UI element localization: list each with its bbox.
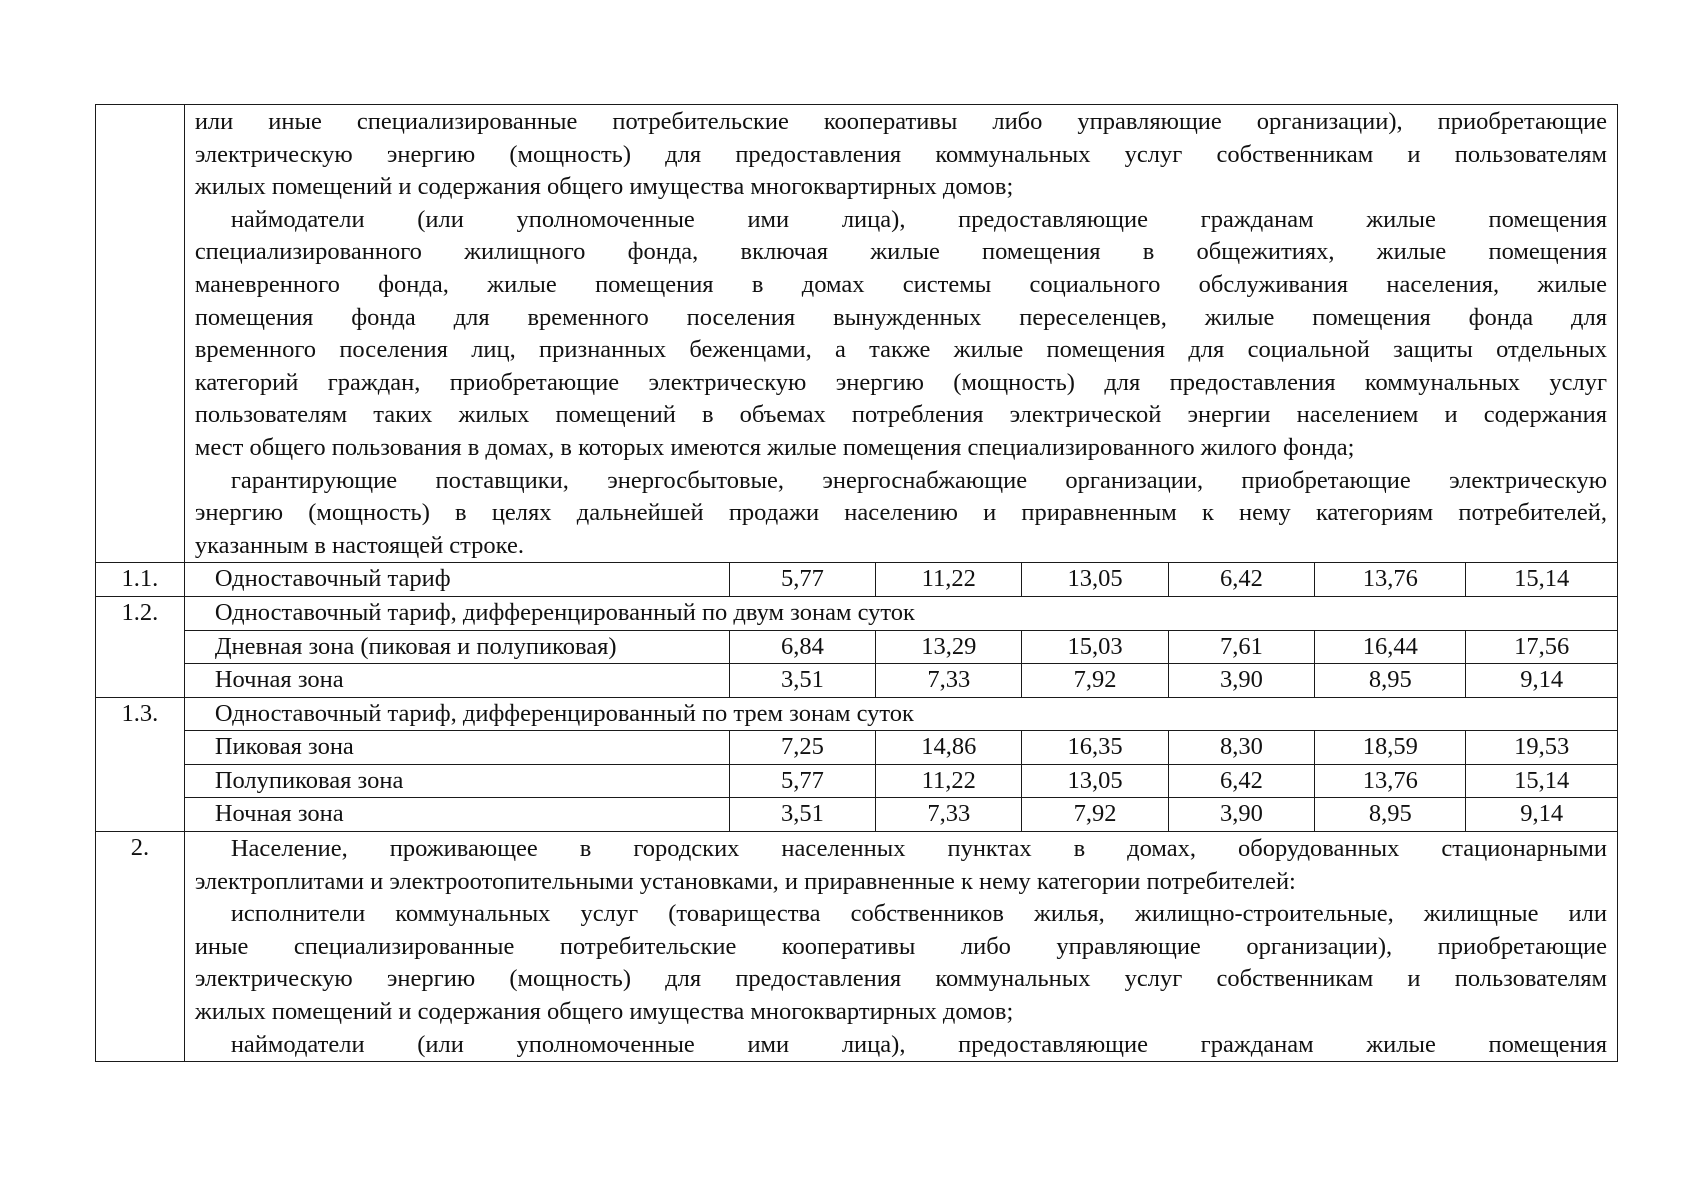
table-row-section bbox=[96, 697, 1618, 731]
paragraph bbox=[195, 833, 1607, 898]
text-line: гарантирующие поставщики, энергосбытовые, энергоснабжающие организации, приобретающие электрическую bbox=[230, 466, 1607, 494]
text-line: жилых помещений и содержания общего имущества многоквартирных домов; bbox=[194, 998, 1014, 1026]
tariff-value: 9,14 bbox=[1466, 798, 1618, 832]
text-line: временного поселения лиц, признанных беженцами, а также жилые помещения для социальной защиты отдельных bbox=[194, 336, 1607, 364]
tariff-value: 16,44 bbox=[1315, 630, 1466, 664]
table-row bbox=[96, 664, 1618, 698]
tariff-value: 6,42 bbox=[1168, 563, 1314, 597]
text-line: помещения фонда для временного поселения вынужденных переселенцев, жилые помещения фонда для bbox=[194, 303, 1607, 331]
table-row bbox=[96, 731, 1618, 765]
tariff-value: 6,42 bbox=[1168, 764, 1314, 798]
text-line: энергию (мощность) в целях дальнейшей продажи населению и приравненным к нему категориям потребителей, bbox=[194, 499, 1607, 527]
text-line: специализированного жилищного фонда, включая жилые помещения в общежитиях, жилые помещения bbox=[194, 238, 1607, 266]
tariff-value: 11,22 bbox=[876, 563, 1022, 597]
tariff-name: Одноставочный тариф bbox=[184, 563, 729, 597]
row-number-cell bbox=[96, 105, 185, 563]
consumer-description-cell bbox=[184, 832, 1617, 1062]
tariff-name: Ночная зона bbox=[184, 798, 729, 832]
tariff-value: 15,14 bbox=[1466, 764, 1618, 798]
tariff-name: Пиковая зона bbox=[184, 731, 729, 765]
row-number: 1.2. bbox=[96, 596, 185, 697]
text-line: мест общего пользования в домах, в которых имеются жилые помещения специализированного жилого фонда; bbox=[194, 433, 1355, 461]
tariff-value: 3,51 bbox=[729, 664, 875, 698]
paragraph bbox=[195, 204, 1607, 465]
text-line: наймодатели (или уполномоченные ими лица), предоставляющие гражданам жилые помещения bbox=[230, 205, 1607, 233]
paragraph bbox=[195, 1029, 1607, 1062]
tariff-value: 7,92 bbox=[1022, 664, 1168, 698]
tariff-value: 7,25 bbox=[729, 731, 875, 765]
paragraph bbox=[195, 465, 1607, 563]
tariff-value: 13,05 bbox=[1022, 563, 1168, 597]
table-row-continuation bbox=[96, 105, 1618, 563]
tariff-value: 13,05 bbox=[1022, 764, 1168, 798]
tariff-value: 14,86 bbox=[876, 731, 1022, 765]
text-line: иные специализированные потребительские кооперативы либо управляющие организации), приобретающие bbox=[194, 932, 1607, 960]
text-line: или иные специализированные потребительские кооперативы либо управляющие организации), приобретающие bbox=[194, 108, 1607, 135]
tariff-name: Дневная зона (пиковая и полупиковая) bbox=[184, 630, 729, 664]
tariff-value: 7,92 bbox=[1022, 798, 1168, 832]
tariff-value: 13,76 bbox=[1315, 563, 1466, 597]
tariff-value: 5,77 bbox=[729, 563, 875, 597]
tariff-value: 18,59 bbox=[1315, 731, 1466, 765]
text-line: электрическую энергию (мощность) для предоставления коммунальных услуг собственникам и пользователям bbox=[194, 140, 1607, 168]
text-line: пользователям таких жилых помещений в объемах потребления электрической энергии населением и содержания bbox=[194, 401, 1607, 429]
consumer-description-cell bbox=[184, 105, 1617, 563]
row-number: 1.1. bbox=[96, 563, 185, 597]
tariff-table bbox=[95, 104, 1618, 1062]
tariff-value: 3,51 bbox=[729, 798, 875, 832]
table-row-section bbox=[96, 596, 1618, 630]
text-line: электрическую энергию (мощность) для предоставления коммунальных услуг собственникам и пользователям bbox=[194, 965, 1607, 993]
table-row bbox=[96, 563, 1618, 597]
text-line: электроплитами и электроотопительными установками, и приравненные к нему категории потребителей: bbox=[194, 867, 1296, 895]
paragraph bbox=[195, 106, 1607, 204]
tariff-value: 19,53 bbox=[1466, 731, 1618, 765]
tariff-value: 7,61 bbox=[1168, 630, 1314, 664]
tariff-value: 9,14 bbox=[1466, 664, 1618, 698]
section-title: Одноставочный тариф, дифференцированный по двум зонам суток bbox=[184, 596, 1617, 630]
row-number: 2. bbox=[96, 832, 185, 1062]
text-line: указанным в настоящей строке. bbox=[194, 531, 524, 559]
tariff-value: 8,95 bbox=[1315, 798, 1466, 832]
tariff-name: Ночная зона bbox=[184, 664, 729, 698]
table-row bbox=[96, 764, 1618, 798]
table-row bbox=[96, 798, 1618, 832]
tariff-value: 11,22 bbox=[876, 764, 1022, 798]
text-line: категорий граждан, приобретающие электрическую энергию (мощность) для предоставления коммунальных услуг bbox=[194, 368, 1607, 396]
tariff-value: 15,03 bbox=[1022, 630, 1168, 664]
tariff-value: 7,33 bbox=[876, 664, 1022, 698]
paragraph bbox=[195, 898, 1607, 1028]
table-row bbox=[96, 630, 1618, 664]
tariff-value: 15,14 bbox=[1466, 563, 1618, 597]
tariff-value: 8,95 bbox=[1315, 664, 1466, 698]
tariff-value: 7,33 bbox=[876, 798, 1022, 832]
text-line: Население, проживающее в городских населенных пунктах в домах, оборудованных стационарными bbox=[230, 835, 1607, 863]
tariff-value: 5,77 bbox=[729, 764, 875, 798]
text-line: маневренного фонда, жилые помещения в домах системы социального обслуживания населения, жилые bbox=[194, 270, 1607, 298]
text-line: жилых помещений и содержания общего имущества многоквартирных домов; bbox=[194, 173, 1014, 201]
section-title: Одноставочный тариф, дифференцированный по трем зонам суток bbox=[184, 697, 1617, 731]
tariff-value: 13,76 bbox=[1315, 764, 1466, 798]
tariff-value: 6,84 bbox=[729, 630, 875, 664]
tariff-value: 16,35 bbox=[1022, 731, 1168, 765]
tariff-value: 17,56 bbox=[1466, 630, 1618, 664]
tariff-name: Полупиковая зона bbox=[184, 764, 729, 798]
tariff-value: 8,30 bbox=[1168, 731, 1314, 765]
tariff-value: 3,90 bbox=[1168, 798, 1314, 832]
text-line: исполнители коммунальных услуг (товарищества собственников жилья, жилищно-строительные, жилищные или bbox=[230, 900, 1607, 928]
tariff-value: 3,90 bbox=[1168, 664, 1314, 698]
row-number: 1.3. bbox=[96, 697, 185, 831]
text-line: наймодатели (или уполномоченные ими лица), предоставляющие гражданам жилые помещения bbox=[230, 1030, 1607, 1058]
tariff-value: 13,29 bbox=[876, 630, 1022, 664]
table-row bbox=[96, 832, 1618, 1062]
